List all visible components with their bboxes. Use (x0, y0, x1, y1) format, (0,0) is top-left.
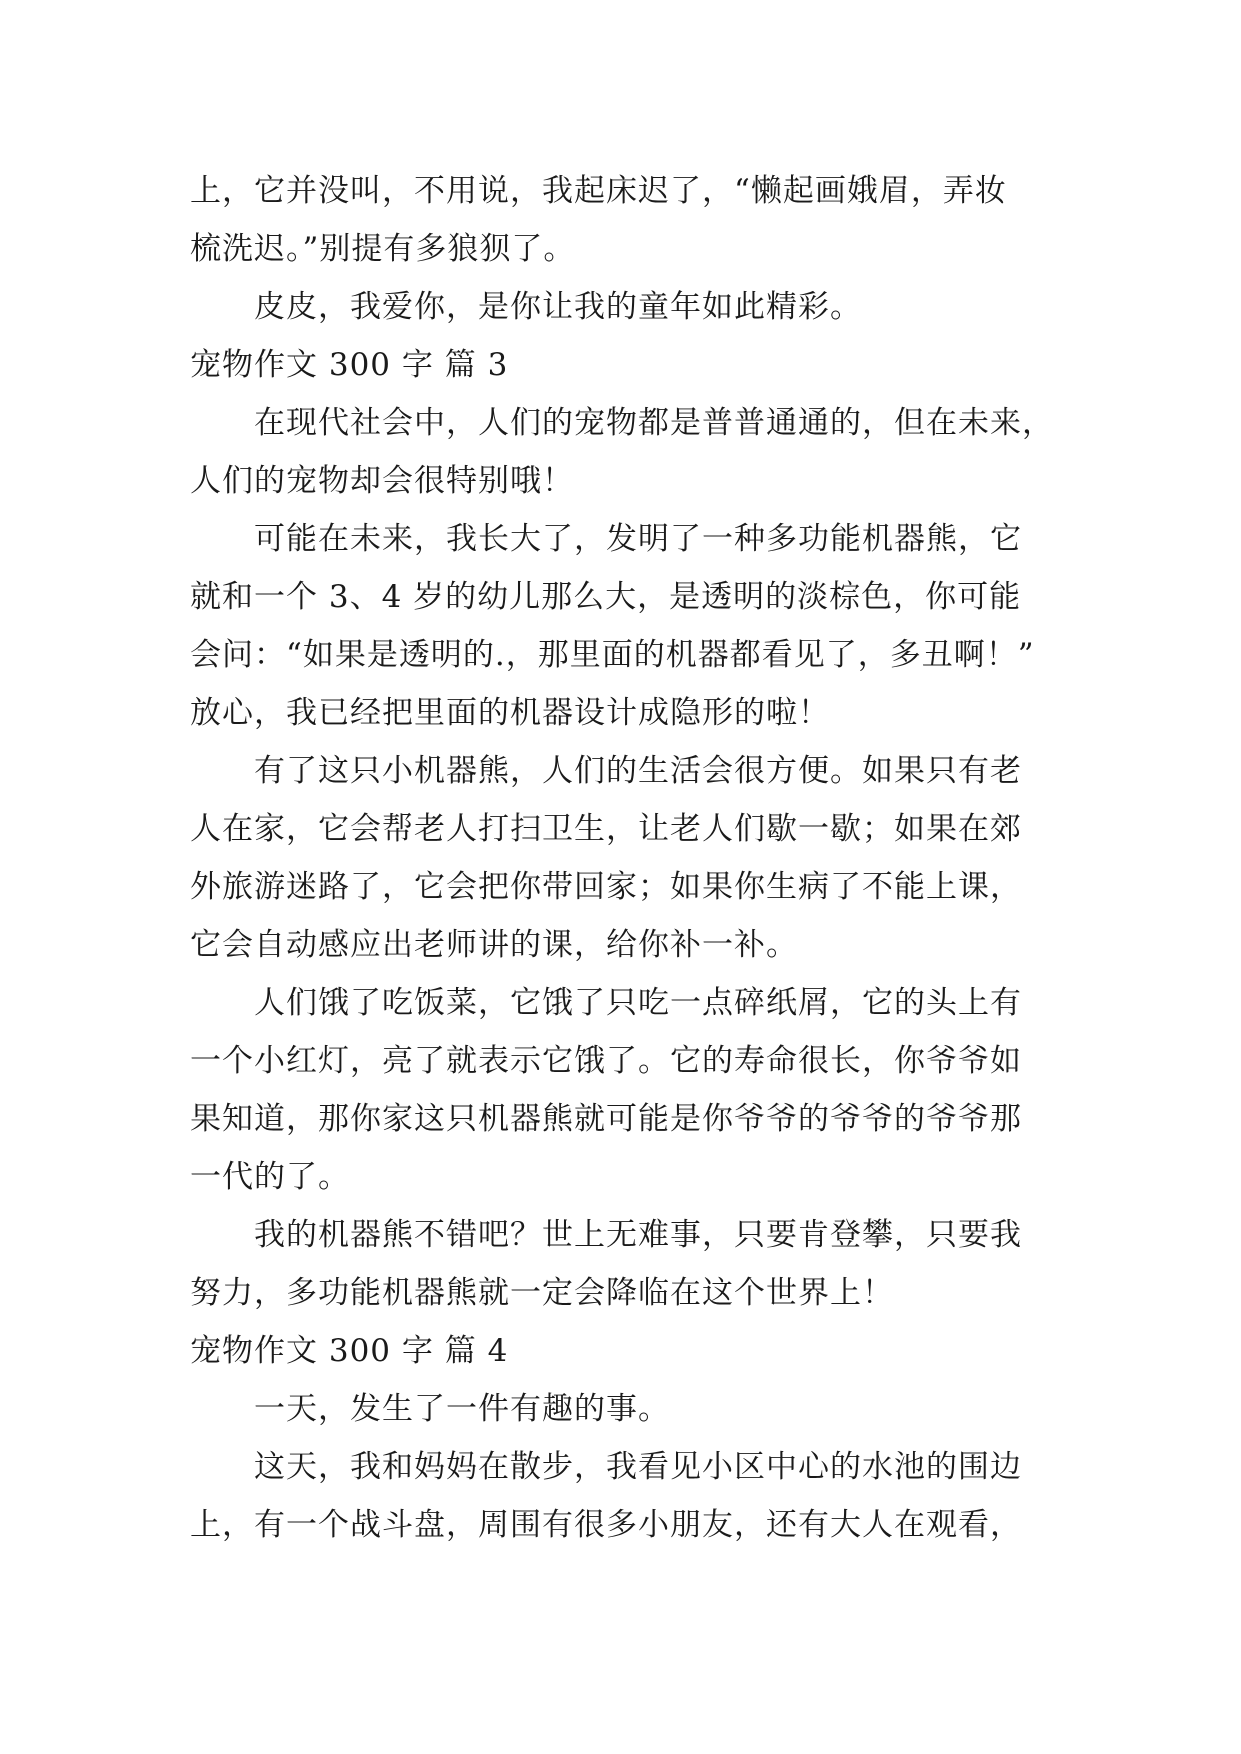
text-line: 皮皮，我爱你，是你让我的童年如此精彩。 (254, 289, 862, 325)
text-line: 这天，我和妈妈在散步，我看见小区中心的水池的围边 (254, 1449, 1022, 1485)
text-line: 梳洗迟。”别提有多狼狈了。 (190, 231, 576, 267)
text-line: 可能在未来，我长大了，发明了一种多功能机器熊，它 (254, 521, 1022, 557)
text-line: 有了这只小机器熊，人们的生活会很方便。如果只有老 (254, 753, 1022, 789)
text-line: 就和一个 3、4 岁的幼儿那么大，是透明的淡棕色，你可能 (190, 579, 1022, 615)
text-line: 外旅游迷路了，它会把你带回家；如果你生病了不能上课， (190, 869, 1022, 905)
text-line: 放心，我已经把里面的机器设计成隐形的啦！ (190, 695, 830, 731)
text-line: 它会自动感应出老师讲的课，给你补一补。 (190, 927, 798, 963)
text-line: 一个小红灯，亮了就表示它饿了。它的寿命很长，你爷爷如 (190, 1043, 1022, 1079)
section-heading: 宠物作文 300 字 篇 4 (190, 1333, 509, 1369)
document-body (190, 162, 1054, 1554)
section-heading: 宠物作文 300 字 篇 3 (190, 347, 509, 383)
text-line: 上，它并没叫，不用说，我起床迟了，“懒起画娥眉，弄妆 (190, 173, 1007, 209)
text-line: 一代的了。 (190, 1159, 350, 1195)
text-line: 人们饿了吃饭菜，它饿了只吃一点碎纸屑，它的头上有 (254, 985, 1022, 1021)
text-line: 我的机器熊不错吧？世上无难事，只要肯登攀，只要我 (254, 1217, 1022, 1253)
text-line: 在现代社会中，人们的宠物都是普普通通的，但在未来， (254, 405, 1054, 441)
text-line: 会问：“如果是透明的.，那里面的机器都看见了，多丑啊！” (190, 637, 1035, 673)
text-line: 一天，发生了一件有趣的事。 (254, 1391, 670, 1427)
text-line: 努力，多功能机器熊就一定会降临在这个世界上！ (190, 1275, 894, 1311)
text-line: 上，有一个战斗盘，周围有很多小朋友，还有大人在观看， (190, 1507, 1022, 1543)
text-line: 人们的宠物却会很特别哦！ (190, 463, 574, 499)
text-line: 果知道，那你家这只机器熊就可能是你爷爷的爷爷的爷爷那 (190, 1101, 1022, 1137)
text-line: 人在家，它会帮老人打扫卫生，让老人们歇一歇；如果在郊 (190, 811, 1022, 847)
